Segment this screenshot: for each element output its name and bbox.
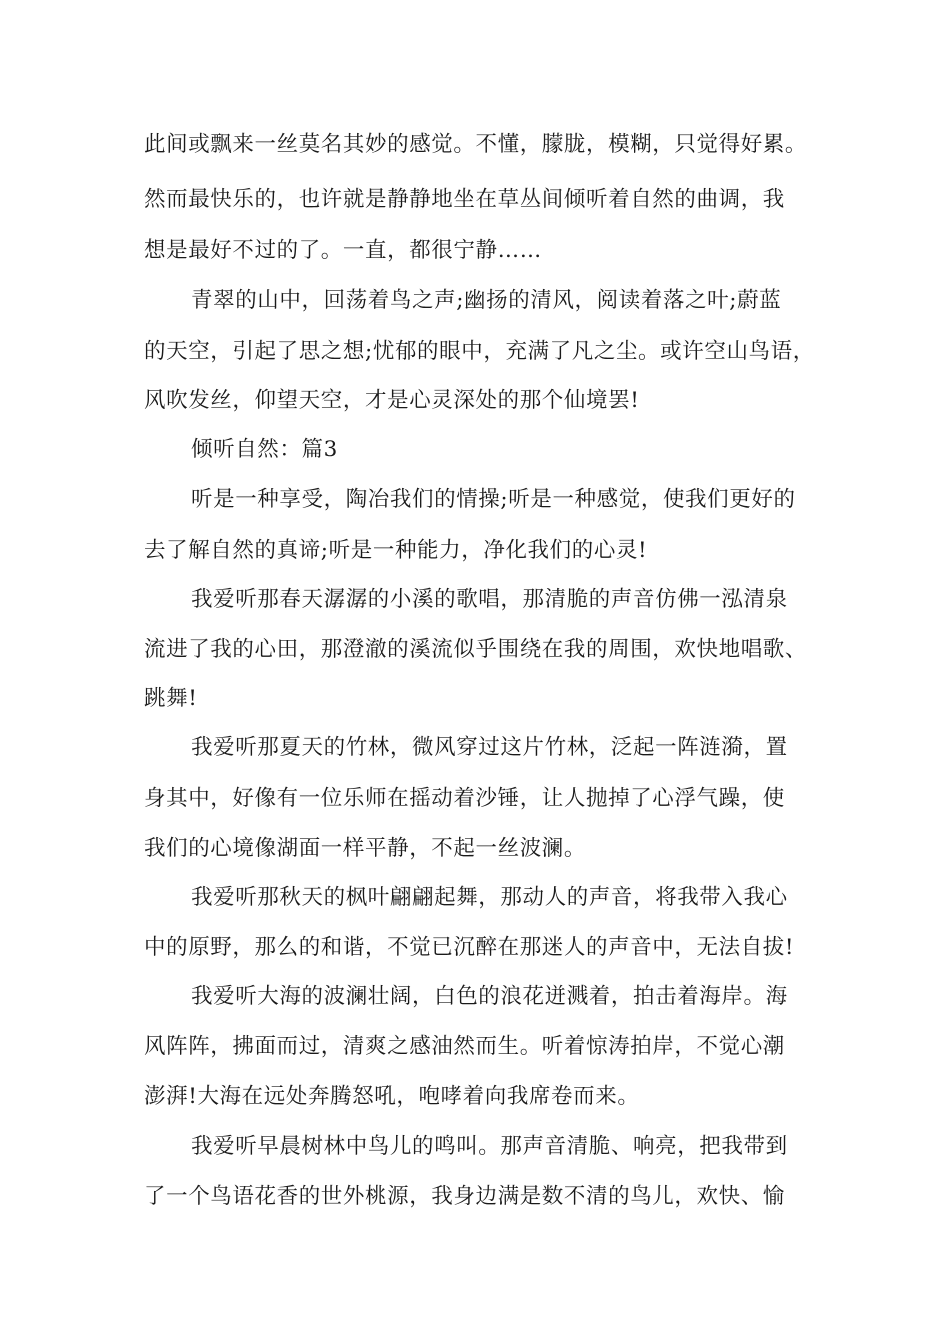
- text-line: 我们的心境像湖面一样平静，不起一丝波澜。: [144, 836, 587, 861]
- text-line: 中的原野，那么的和谐，不觉已沉醉在那迷人的声音中，无法自拔!: [144, 935, 795, 960]
- text-line: 跳舞!: [144, 686, 198, 711]
- text-line: 然而最快乐的，也许就是静静地坐在草丛间倾听着自然的曲调，我: [144, 187, 785, 212]
- text-line: 风吹发丝，仰望天空，才是心灵深处的那个仙境罢!: [144, 388, 640, 413]
- text-line: 了一个鸟语花香的世外桃源，我身边满是数不清的鸟儿，欢快、愉: [144, 1184, 785, 1209]
- text-line: 此间或飘来一丝莫名其妙的感觉。不懂，朦胧，模糊，只觉得好累。: [144, 132, 808, 157]
- text-line: 风阵阵，拂面而过，清爽之感油然而生。听着惊涛拍岸，不觉心潮: [144, 1034, 785, 1059]
- paragraph-first-line: 我爱听那夏天的竹林，微风穿过这片竹林，泛起一阵涟漪，置: [191, 735, 788, 760]
- paragraph-first-line: 我爱听那春天潺潺的小溪的歌唱，那清脆的声音仿佛一泓清泉: [191, 587, 788, 612]
- text-line: 澎湃!大海在远处奔腾怒吼，咆哮着向我席卷而来。: [144, 1084, 640, 1109]
- text-line: 身其中，好像有一位乐师在摇动着沙锤，让人抛掉了心浮气躁，使: [144, 786, 785, 811]
- paragraph-first-line: 我爱听早晨树林中鸟儿的鸣叫。那声音清脆、响亮，把我带到: [191, 1134, 788, 1159]
- text-line: 去了解自然的真谛;听是一种能力，净化我们的心灵!: [144, 538, 648, 563]
- paragraph-first-line: 听是一种享受，陶冶我们的情操;听是一种感觉，使我们更好的: [191, 487, 796, 512]
- text-line: 流进了我的心田，那澄澈的溪流似乎围绕在我的周围，欢快地唱歌、: [144, 637, 808, 662]
- paragraph-first-line: 我爱听那秋天的枫叶翩翩起舞，那动人的声音，将我带入我心: [191, 885, 788, 910]
- paragraph-first-line: 我爱听大海的波澜壮阔，白色的浪花迸溅着，拍击着海岸。海: [191, 984, 788, 1009]
- text-line: 的天空，引起了思之想;忧郁的眼中，充满了凡之尘。或许空山鸟语，: [144, 339, 815, 364]
- paragraph-first-line: 青翠的山中，回荡着鸟之声;幽扬的清风，阅读着落之叶;蔚蓝: [191, 288, 782, 313]
- section-heading: 倾听自然：篇3: [191, 437, 338, 462]
- text-line: 想是最好不过的了。一直，都很宁静……: [144, 238, 542, 263]
